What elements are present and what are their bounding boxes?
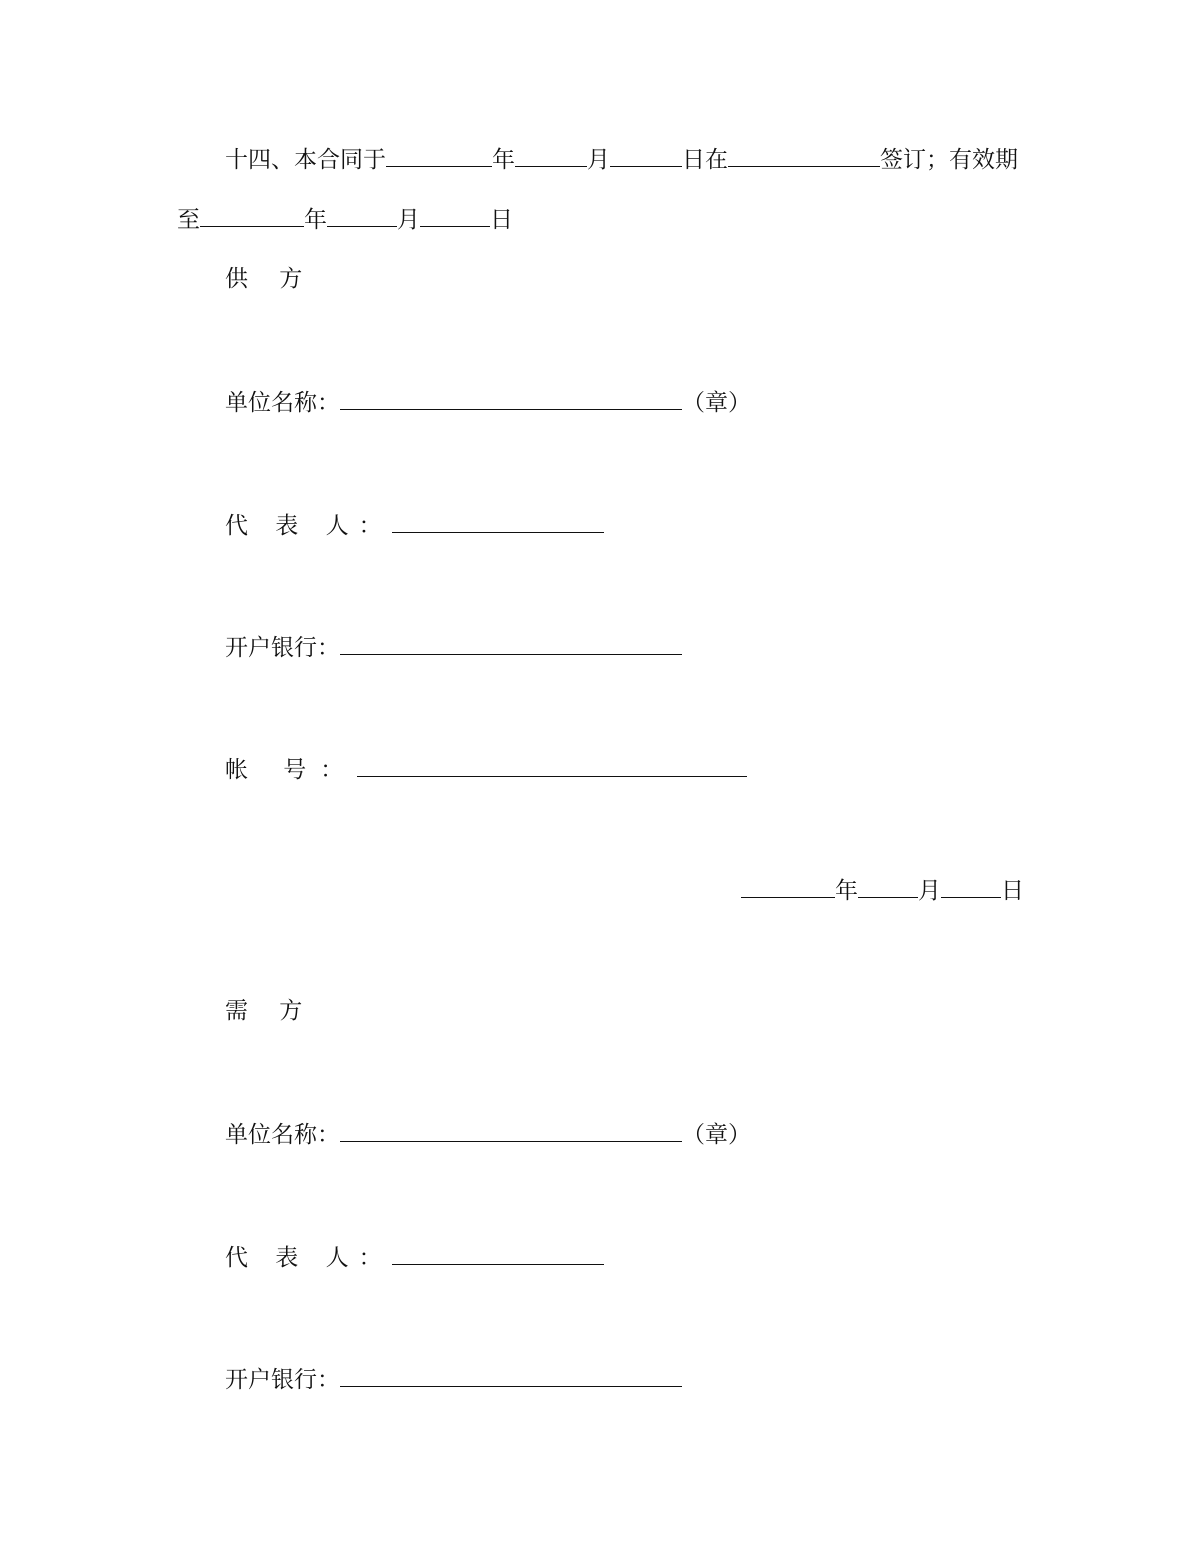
clause-14-prefix: 十四、本合同于: [225, 147, 386, 173]
sign-month-label: 月: [587, 147, 610, 173]
buyer-seal-label: （章）: [682, 1122, 751, 1148]
buyer-unit-name-label: 单位名称：: [225, 1122, 340, 1148]
buyer-unit-name-field[interactable]: [340, 1117, 682, 1142]
clause-14-line-1: [225, 142, 1018, 174]
supplier-account-row: [225, 752, 747, 784]
supplier-account-label: 帐 号：: [225, 757, 358, 783]
sign-place-blank[interactable]: [728, 142, 880, 167]
supplier-date-row: [741, 873, 1024, 905]
buyer-bank-field[interactable]: [340, 1362, 682, 1387]
sign-day-at-label: 日在: [682, 147, 728, 173]
sign-year-label: 年: [492, 147, 515, 173]
buyer-bank-row: [225, 1362, 682, 1394]
clause-14-line-2: [177, 202, 513, 234]
signed-valid-label: 签订；有效期: [880, 147, 1018, 173]
supplier-representative-label: 代 表 人：: [225, 513, 392, 539]
supplier-date-year-label: 年: [835, 878, 858, 904]
valid-month-blank[interactable]: [327, 202, 397, 227]
supplier-date-day-blank[interactable]: [941, 873, 1001, 898]
buyer-unit-name-row: [225, 1117, 751, 1149]
supplier-seal-label: （章）: [682, 390, 751, 416]
supplier-bank-label: 开户银行：: [225, 635, 340, 661]
supplier-date-day-label: 日: [1001, 878, 1024, 904]
buyer-representative-label: 代 表 人：: [225, 1245, 392, 1271]
supplier-representative-field[interactable]: [392, 508, 604, 533]
supplier-bank-row: [225, 630, 682, 662]
sign-day-blank[interactable]: [610, 142, 682, 167]
supplier-representative-row: [225, 508, 604, 540]
buyer-representative-row: [225, 1240, 604, 1272]
buyer-representative-field[interactable]: [392, 1240, 604, 1265]
supplier-section: [225, 263, 314, 295]
valid-year-label: 年: [304, 207, 327, 233]
supplier-bank-field[interactable]: [340, 630, 682, 655]
supplier-unit-name-field[interactable]: [340, 385, 682, 410]
supplier-unit-name-label: 单位名称：: [225, 390, 340, 416]
supplier-account-field[interactable]: [357, 752, 747, 777]
valid-year-blank[interactable]: [200, 202, 304, 227]
valid-day-label: 日: [490, 207, 513, 233]
supplier-unit-name-row: [225, 385, 751, 417]
valid-day-blank[interactable]: [420, 202, 490, 227]
buyer-section: [225, 995, 314, 1027]
supplier-date-month-blank[interactable]: [858, 873, 918, 898]
until-label: 至: [177, 207, 200, 233]
sign-year-blank[interactable]: [386, 142, 492, 167]
sign-month-blank[interactable]: [515, 142, 587, 167]
valid-month-label: 月: [397, 207, 420, 233]
supplier-heading: 供 方: [225, 266, 315, 292]
supplier-date-year-blank[interactable]: [741, 873, 835, 898]
buyer-bank-label: 开户银行：: [225, 1367, 340, 1393]
supplier-date-month-label: 月: [918, 878, 941, 904]
buyer-heading: 需 方: [225, 998, 315, 1024]
